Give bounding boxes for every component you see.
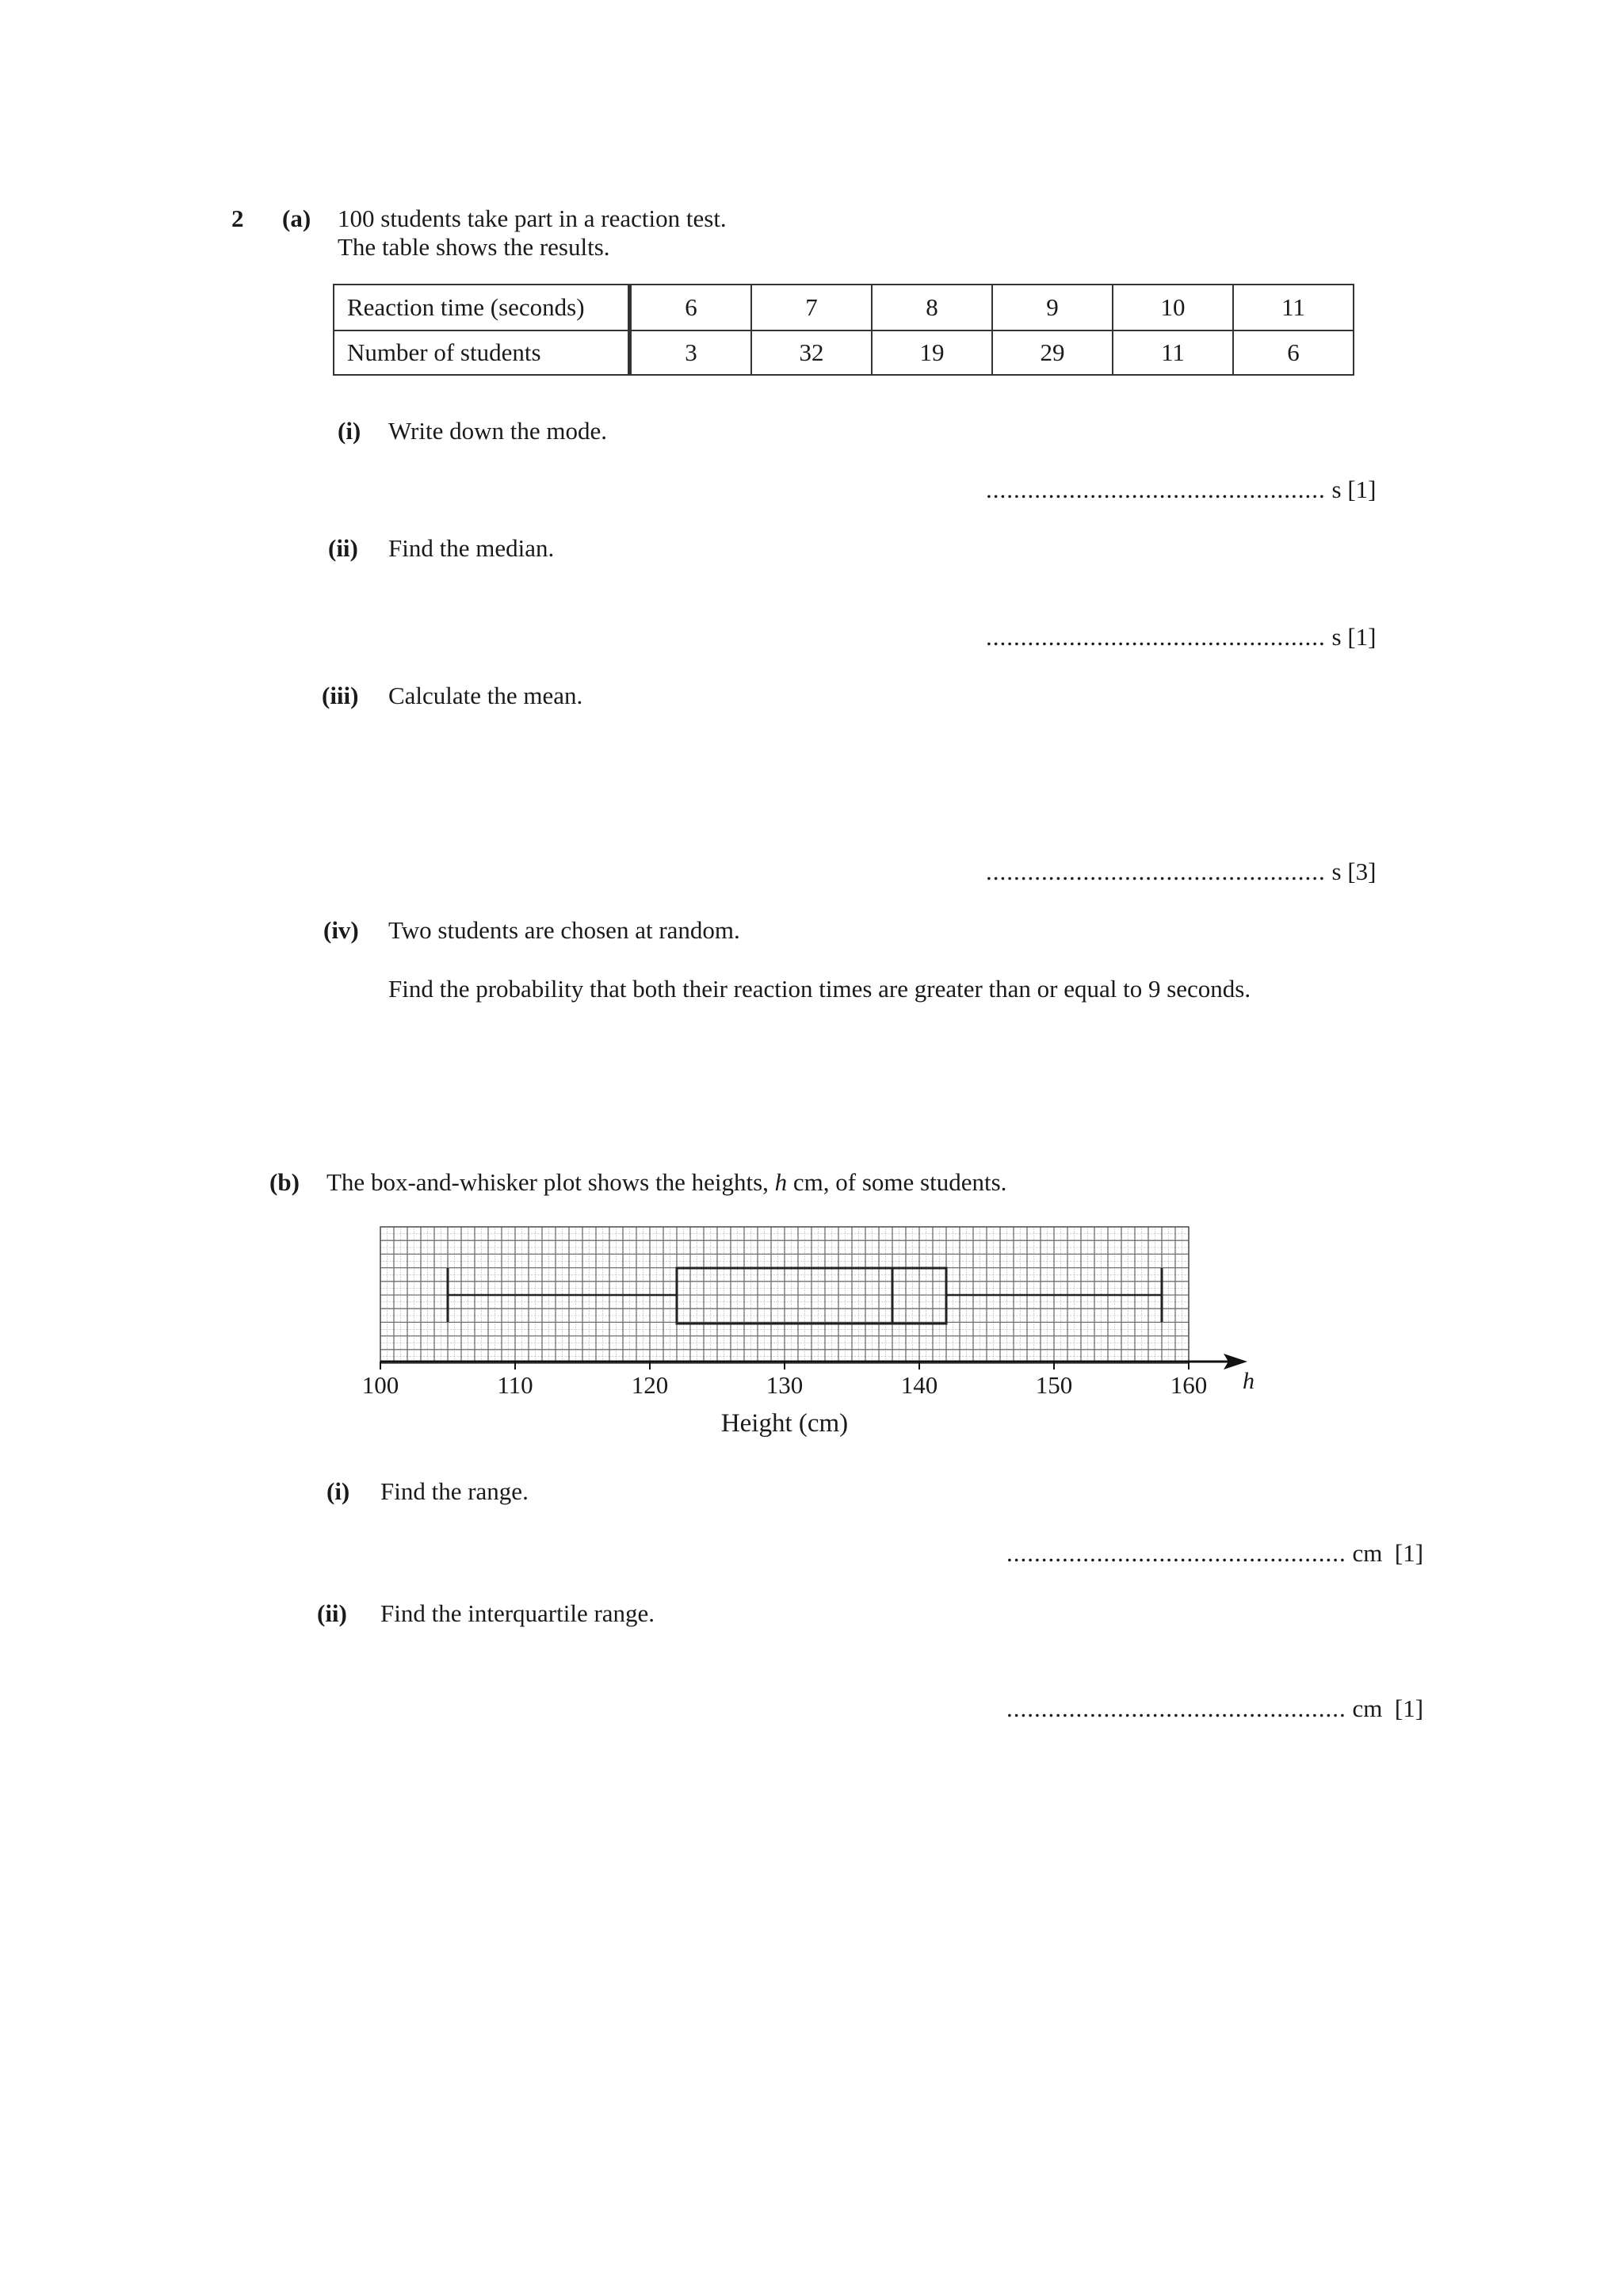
table-cell: 32 — [751, 330, 872, 375]
x-axis-label: Height (cm) — [720, 1409, 849, 1438]
part-b-ii-text: Find the interquartile range. — [380, 1599, 655, 1627]
table-header-reaction-time: Reaction time (seconds) — [334, 285, 630, 330]
table-cell: 6 — [630, 285, 752, 330]
part-a-i-label: (i) — [338, 417, 361, 445]
variable-h: h — [774, 1168, 788, 1196]
unit-label: s — [1331, 476, 1342, 503]
table-cell: 6 — [1233, 330, 1354, 375]
x-tick-label: 120 — [631, 1371, 669, 1399]
table-cell: 11 — [1113, 330, 1233, 375]
marks-label: [1] — [1394, 1539, 1424, 1567]
answer-line[interactable]: ................................................. cm [1] — [1006, 1694, 1424, 1722]
answer-line[interactable]: ................................................. s [1] — [986, 476, 1377, 503]
x-tick-label: 140 — [900, 1371, 938, 1399]
table-cell: 11 — [1233, 285, 1354, 330]
answer-line[interactable]: ................................................. cm [1] — [1006, 1539, 1424, 1567]
unit-label: cm — [1352, 1694, 1383, 1722]
part-b-ii-label: (ii) — [317, 1599, 347, 1627]
part-b-label: (b) — [269, 1168, 300, 1196]
table-cell: 29 — [992, 330, 1113, 375]
part-a-iv-label: (iv) — [323, 916, 359, 944]
part-a-i-text: Write down the mode. — [388, 417, 607, 445]
part-b-i-label: (i) — [327, 1477, 350, 1505]
part-a-intro-line2: The table shows the results. — [338, 233, 610, 261]
table-cell: 10 — [1113, 285, 1233, 330]
table-cell: 19 — [872, 330, 992, 375]
marks-label: [1] — [1347, 476, 1377, 503]
marks-label: [3] — [1347, 858, 1377, 885]
part-a-ii-label: (ii) — [328, 534, 358, 562]
table-cell: 7 — [751, 285, 872, 330]
part-b-i-text: Find the range. — [380, 1477, 529, 1505]
table-header-number-of-students: Number of students — [334, 330, 630, 375]
part-a-iii-text: Calculate the mean. — [388, 682, 583, 709]
table-cell: 9 — [992, 285, 1113, 330]
unit-label: s — [1331, 623, 1342, 651]
marks-label: [1] — [1394, 1694, 1424, 1722]
axis-variable-label: h — [1243, 1368, 1254, 1394]
part-a-iv-text: Two students are chosen at random. — [388, 916, 740, 944]
question-number: 2 — [231, 204, 244, 232]
x-tick-label: 150 — [1035, 1371, 1073, 1399]
part-a-iii-label: (iii) — [322, 682, 359, 709]
part-a-label: (a) — [282, 204, 311, 232]
part-b-intro: The box-and-whisker plot shows the heights, h cm, of some students. — [327, 1168, 1007, 1196]
answer-line[interactable]: ................................................. s [1] — [986, 623, 1377, 651]
x-tick-label: 130 — [766, 1371, 804, 1399]
x-tick-label: 110 — [497, 1371, 533, 1399]
part-a-iv-text2: Find the probability that both their reaction times are greater than or equal to 9 seconds. — [388, 975, 1251, 1003]
unit-label: cm — [1352, 1539, 1383, 1567]
table-cell: 8 — [872, 285, 992, 330]
marks-label: [1] — [1347, 623, 1377, 651]
unit-label: s — [1331, 858, 1342, 885]
answer-line[interactable]: ................................................. s [3] — [986, 858, 1377, 885]
table-cell: 3 — [630, 330, 752, 375]
part-a-intro-line1: 100 students take part in a reaction test. — [338, 204, 727, 232]
x-tick-label: 100 — [361, 1371, 399, 1399]
part-a-ii-text: Find the median. — [388, 534, 555, 562]
x-tick-label: 160 — [1170, 1371, 1208, 1399]
